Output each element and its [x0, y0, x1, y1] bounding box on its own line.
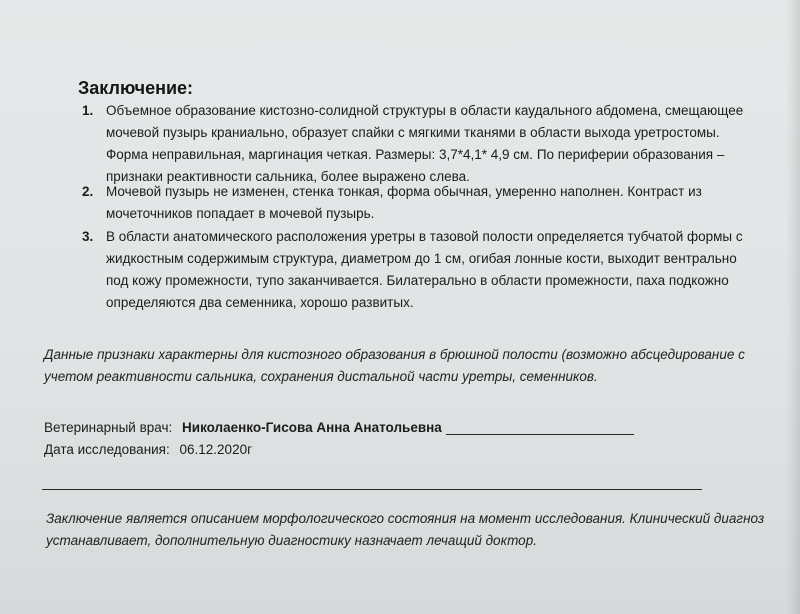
vet-signature-row: [44, 420, 442, 435]
signature-line: [446, 434, 634, 435]
vet-name: Николаенко-Гисова Анна Анатольевна: [182, 420, 442, 435]
summary-line: Данные признаки характерны для кистозного образования в брюшной полости (возможно абсцедирование с: [44, 347, 745, 362]
conclusion-item-1: [78, 100, 768, 188]
item-number: 2.: [82, 184, 94, 199]
item-number: 3.: [82, 229, 94, 244]
item-text-line: В области анатомического расположения уретры в тазовой полости определяется тубчатой формы с: [106, 229, 743, 244]
disclaimer-line: устанавливает, дополнительную диагностику назначает лечащий доктор.: [46, 533, 537, 548]
summary-line: учетом реактивности сальника, сохранения дистальной части уретры, семенников.: [44, 369, 598, 384]
item-text-line: под кожу промежности, тупо заканчивается. Билатерально в области промежности, паха подкожно: [106, 273, 729, 288]
divider-line: [42, 489, 702, 490]
conclusion-item-3: [78, 226, 768, 314]
item-text-line: жидкостным содержимым структура, диаметром до 1 см, огибая лонные кости, выходит вентрально: [106, 251, 737, 266]
conclusion-item-2: [78, 181, 768, 225]
item-text-line: определяются два семенника, хорошо развитых.: [106, 295, 414, 310]
study-date-row: [44, 442, 252, 457]
item-text-line: мочеточников попадает в мочевой пузырь.: [106, 206, 375, 221]
item-text-line: мочевой пузырь краниально, образует спайки с мягкими тканями в области выхода уретростомы.: [106, 125, 720, 140]
conclusion-heading: Заключение:: [78, 78, 194, 98]
disclaimer-line: Заключение является описанием морфологического состояния на момент исследования. Клинический диагноз: [46, 511, 765, 526]
item-number: 1.: [82, 103, 94, 118]
date-value: 06.12.2020г: [179, 442, 253, 457]
paper-edge-shadow: [786, 0, 800, 614]
vet-label: Ветеринарный врач:: [44, 420, 173, 435]
date-label: Дата исследования:: [44, 442, 170, 457]
item-text-line: Форма неправильная, маргинация четкая. Размеры: 3,7*4,1* 4,9 см. По периферии образования –: [106, 147, 725, 162]
item-text-line: Мочевой пузырь не изменен, стенка тонкая, форма обычная, умеренно наполнен. Контраст из: [106, 184, 702, 199]
item-text-line: Объемное образование кистозно-солидной структуры в области каудального абдомена, смещающее: [106, 103, 744, 118]
item-text-line: признаки реактивности сальника, более выражено слева.: [106, 169, 470, 184]
summary-paragraph: [44, 344, 745, 388]
disclaimer-paragraph: [46, 508, 764, 552]
